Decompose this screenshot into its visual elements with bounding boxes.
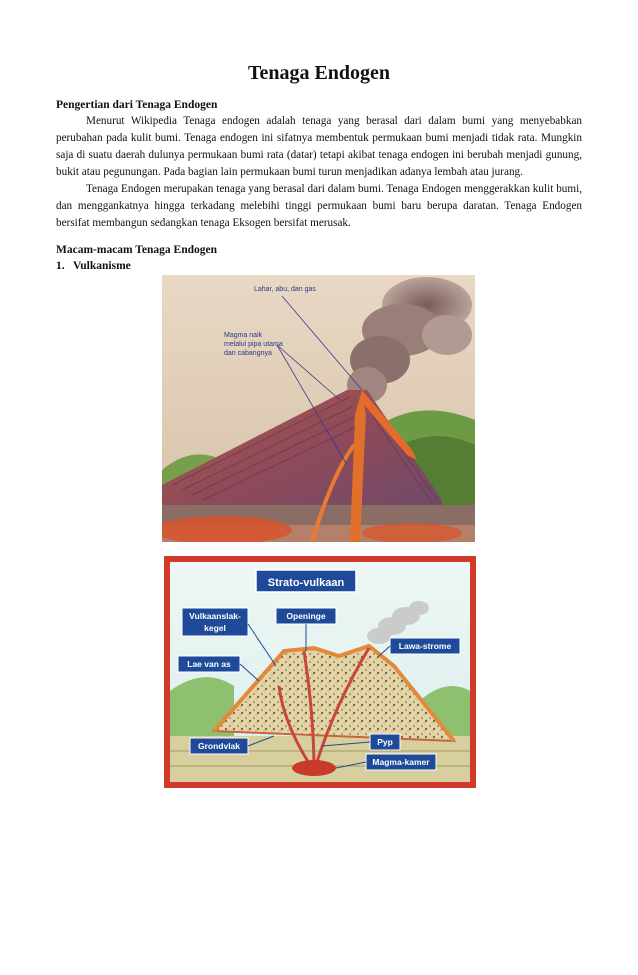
paragraph-explanation: Tenaga Endogen merupakan tenaga yang berasal dari dalam bumi. Tenaga Endogen menggerakkan kulit bumi, dan menggankatnya hingga terkadang melebihi tinggi permukaan bumi baru berupa daratan. Tenaga Endogen bersifat membangun sedangkan tenaga Eksogen bersifat merusak. [56,183,582,229]
label-magma-kamer: Magma-kamer [372,757,430,767]
volcano-cross-section-illustration [162,275,475,542]
label-grondvlak: Grondvlak [197,741,241,751]
label-lawa-strome: Lawa-strome [398,641,452,651]
paragraph-definition: Menurut Wikipedia Tenaga endogen adalah tenaga yang berasal dari dalam bumi yang menyebabkan perubahan pada kulit bumi. Tenaga endogen ini sifatnya membentuk permukaan bumi menjadi tidak rata. Mungkin saja di suatu daerah dulunya permukaan bumi rata (datar) tetapi akibat tenaga endogen ini berubah menjadi gunung, bukit atau pegunungan. Pada bagian lain permukaan bumi turun menjadikan adanya lembah atau jurang. [56,115,582,178]
definition-heading: Pengertian dari Tenaga Endogen [56,99,218,111]
label-kegel: kegel [204,623,226,633]
label-lae-van-as: Lae van as [187,659,231,669]
label-pyp: Pyp [377,737,393,747]
label-vulkaanslak: Vulkaanslak- [189,611,241,621]
label-lahar: Lahar, abu, dan gas [254,286,316,293]
label-cabangnya: dan cabangnya [224,350,272,357]
strato-vulkaan-diagram [164,556,476,788]
label-magma-naik: Magma naik [224,332,263,339]
list-item-vulkanisme: 1. Vulkanisme [56,260,131,272]
page-title: Tenaga Endogen [247,62,391,84]
types-heading: Macam-macam Tenaga Endogen [56,244,217,256]
diagram-title: Strato-vulkaan [267,577,345,589]
label-openinge: Openinge [286,611,326,621]
label-pipa-utama: melalui pipa utama [224,341,283,348]
